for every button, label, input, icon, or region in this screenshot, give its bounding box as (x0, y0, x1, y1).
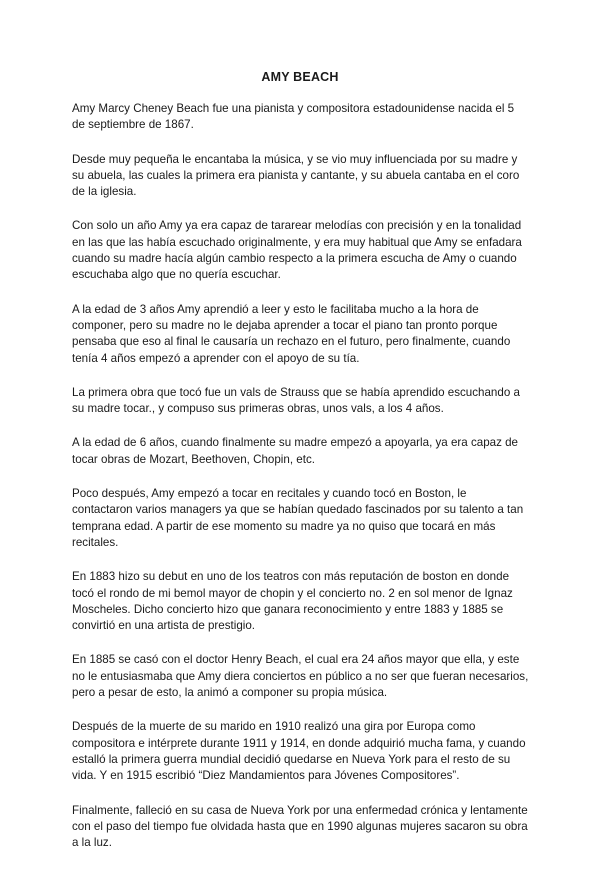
paragraph-europe-tour: Después de la muerte de su marido en 1910 realizó una gira por Europa como compositora e intérprete durante 1911 y 1914, en donde adquirió mucha fama, y cuando estalló la primera guerra mundial decidió quedarse en Nueva York para el resto de su vida. Y en 1915 escribió “Diez Mandamientos para Jóvenes Compositores”. (72, 720, 526, 783)
paragraph-one-year: Con solo un año Amy ya era capaz de tararear melodías con precisión y en la tonalidad en las que las había escuchado originalmente, y era muy habitual que Amy se enfadara cuando su madre hacía algún cambio respecto a la primera escucha de Amy o cuando escuchaba algo que no quería escuchar. (72, 219, 522, 282)
paragraph-debut-1883: En 1883 hizo su debut en uno de los teatros con más reputación de boston en donde tocó el rondo de mi bemol mayor de chopin y el concierto no. 2 en sol menor de Ignaz Moscheles. Dicho concierto hizo que ganara reconocimiento y entre 1883 y 1885 se convirtió en una artista de prestigio. (72, 570, 513, 633)
paragraph-death: Finalmente, falleció en su casa de Nueva York por una enfermedad crónica y lentamente con el paso del tiempo fue olvidada hasta que en 1990 algunas mujeres sacaron su obra a la luz. (72, 803, 528, 850)
document-title: AMY BEACH (261, 70, 339, 84)
paragraph-childhood: Desde muy pequeña le encantaba la música, y se vio muy influenciada por su madre y su abuela, las cuales la primera era pianista y cantante, y su abuela cantaba en el coro de la iglesia. (72, 152, 520, 199)
paragraph-marriage-1885: En 1885 se casó con el doctor Henry Beach, el cual era 24 años mayor que ella, y este no le entusiasmaba que Amy diera conciertos en público a no ser que fueran necesarios, pero a pesar de esto, la animó a componer su propia música. (72, 653, 529, 700)
paragraph-birth: Amy Marcy Cheney Beach fue una pianista y compositora estadounidense nacida el 5 de septiembre de 1867. (72, 102, 515, 132)
paragraph-six-years: A la edad de 6 años, cuando finalmente su madre empezó a apoyarla, ya era capaz de tocar obras de Mozart, Beethoven, Chopin, etc. (72, 436, 519, 466)
document-body (72, 101, 530, 869)
paragraph-recitals: Poco después, Amy empezó a tocar en recitales y cuando tocó en Boston, le contactaron varios managers ya que se habían quedado fascinados por su talento a tan temprana edad. A partir de ese momento su madre ya no quiso que tocará en más recitales. (72, 487, 524, 549)
paragraph-three-years: A la edad de 3 años Amy aprendió a leer y esto le facilitaba mucho a la hora de componer, pero su madre no le dejaba aprender a tocar el piano tan pronto porque pensaba que eso al final le causaría un rechazo en el futuro, pero finalmente, cuando tenía 4 años empezó a aprender con el apoyo de su tía. (72, 302, 511, 365)
paragraph-first-work: La primera obra que tocó fue un vals de Strauss que se había aprendido escuchando a su madre tocar., y compuso sus primeras obras, unos vals, a los 4 años. (72, 385, 520, 416)
